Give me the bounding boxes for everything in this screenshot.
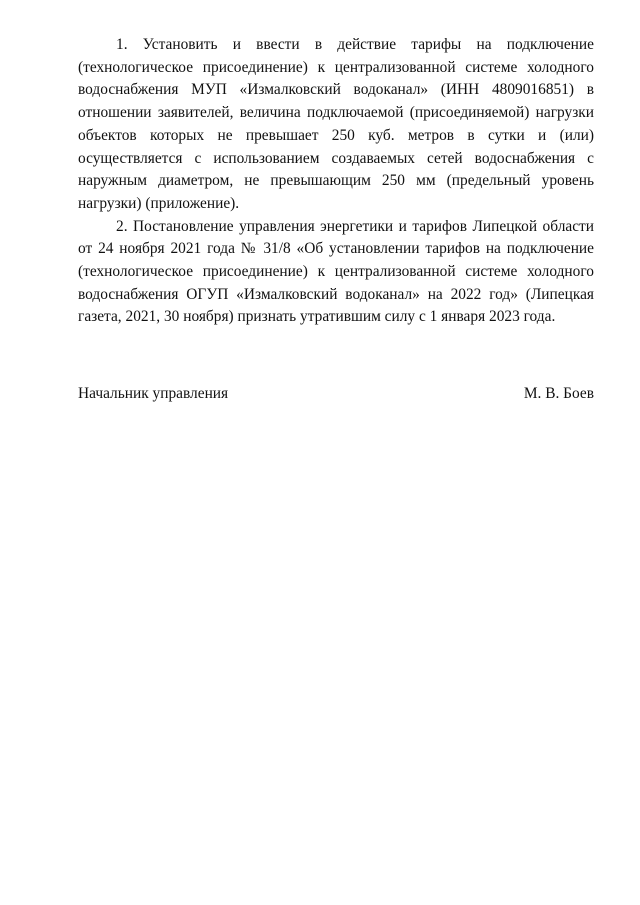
signature-block [78,383,594,405]
paragraph-2: 2. Постановление управления энергетики и тарифов Липецкой области от 24 ноября 2021 года № 31/8 «Об установлении тарифов на подключение (технологическое присоединение) к централизованной системе холодного водоснабжения ОГУП «Измалковский водоканал» на 2022 год» (Липецкая газета, 2021, 30 ноября) признать утратившим силу с 1 января 2023 года. [78,217,594,326]
document-body [78,34,594,329]
paragraph-1: 1. Установить и ввести в действие тарифы на подключение (технологическое присоединение) к централизованной системе холодного водоснабжения МУП «Измалковский водоканал» (ИНН 4809016851) в отношении заявителей, величина подключаемой (присоединяемой) нагрузки объектов которых не превышает 250 куб. метров в сутки и (или) осуществляется с использованием создаваемых сетей водоснабжения с наружным диаметром, не превышающим 250 мм (предельный уровень нагрузки) (приложение). [78,36,594,212]
signatory-position: Начальник управления [78,385,229,402]
signatory-name: М. В. Боев [523,385,594,402]
